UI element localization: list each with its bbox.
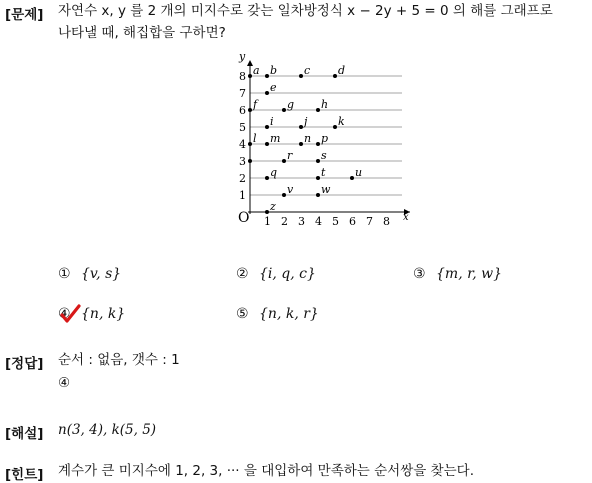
point-label-i: i: [270, 115, 274, 128]
point-p: [316, 142, 320, 146]
y-tick-label: 4: [239, 138, 246, 151]
point-unlabeled: [248, 159, 252, 163]
point-label-p: p: [321, 132, 329, 145]
point-label-n: n: [304, 132, 312, 145]
explanation-tag: [해설]: [5, 426, 44, 442]
point-label-w: w: [321, 183, 331, 196]
point-label-d: d: [338, 64, 346, 77]
option-1-text: {v, s}: [81, 266, 122, 282]
point-label-k: k: [338, 115, 345, 128]
point-label-g: g: [287, 98, 295, 111]
x-tick-label: 3: [298, 215, 305, 228]
point-label-b: b: [270, 64, 278, 77]
point-a: [248, 74, 252, 78]
origin-label: O: [238, 210, 250, 226]
option-1-number: ①: [58, 266, 71, 282]
point-label-z: z: [270, 200, 276, 213]
option-2-number: ②: [236, 266, 249, 282]
point-label-u: u: [355, 166, 363, 179]
x-tick-label: 7: [366, 215, 373, 228]
point-g: [282, 108, 286, 112]
option-3[interactable]: [413, 266, 502, 282]
point-z: [265, 210, 269, 214]
option-4-number: ④: [58, 306, 71, 322]
y-tick-label: 8: [239, 70, 246, 83]
point-label-s: s: [321, 149, 327, 162]
x-tick-label: 8: [383, 215, 390, 228]
option-2[interactable]: [236, 266, 316, 282]
option-5[interactable]: [236, 306, 319, 322]
point-q: [265, 176, 269, 180]
point-t: [316, 176, 320, 180]
y-tick-labels: [239, 70, 246, 202]
point-label-t: t: [321, 166, 326, 179]
option-2-text: {i, q, c}: [259, 266, 316, 282]
point-i: [265, 125, 269, 129]
point-label-c: c: [304, 64, 311, 77]
point-label-v: v: [287, 183, 294, 196]
option-1[interactable]: [58, 266, 121, 282]
y-tick-label: 3: [239, 155, 246, 168]
question-tag: [문제]: [5, 7, 44, 23]
point-r: [282, 159, 286, 163]
checkmark-icon: [58, 302, 82, 326]
point-u: [350, 176, 354, 180]
point-j: [299, 125, 303, 129]
question-line-2: 나타낼 때, 해집합을 구하면?: [58, 25, 226, 41]
point-label-l: l: [253, 132, 257, 145]
x-tick-label: 1: [264, 215, 271, 228]
y-tick-label: 2: [239, 172, 246, 185]
option-3-number: ③: [413, 266, 426, 282]
y-axis-label: y: [239, 50, 246, 63]
option-3-text: {m, r, w}: [436, 266, 503, 282]
option-5-text: {n, k, r}: [259, 306, 319, 322]
point-l: [248, 142, 252, 146]
option-5-number: ⑤: [236, 306, 249, 322]
point-d: [333, 74, 337, 78]
point-n: [299, 142, 303, 146]
point-label-a: a: [253, 64, 260, 77]
point-c: [299, 74, 303, 78]
point-label-j: j: [304, 115, 308, 128]
y-tick-label: 6: [239, 104, 246, 117]
point-e: [265, 91, 269, 95]
hint-tag: [힌트]: [5, 467, 44, 483]
point-label-q: q: [270, 166, 278, 179]
answer-line-1: 순서 : 없음, 갯수 : 1: [58, 352, 180, 368]
x-tick-label: 4: [315, 215, 322, 228]
answer-line-2: ④: [58, 375, 71, 391]
point-f: [248, 108, 252, 112]
y-tick-label: 1: [239, 189, 246, 202]
x-tick-labels: [264, 215, 390, 228]
point-v: [282, 193, 286, 197]
hint-text: 계수가 큰 미지수에 1, 2, 3, ··· 을 대입하여 만족하는 순서쌍을 찾는다.: [58, 463, 474, 479]
x-tick-label: 6: [349, 215, 356, 228]
answer-tag: [정답]: [5, 356, 44, 372]
point-label-f: f: [253, 98, 258, 111]
point-label-m: m: [270, 132, 281, 145]
point-label-r: r: [287, 149, 293, 162]
question-line-1: 자연수 x, y 를 2 개의 미지수로 갖는 일차방정식 x − 2y + 5 = 0 의 해를 그래프로: [58, 3, 553, 19]
point-w: [316, 193, 320, 197]
points: [248, 64, 362, 214]
point-h: [316, 108, 320, 112]
point-s: [316, 159, 320, 163]
explanation-text: n(3, 4), k(5, 5): [58, 422, 157, 438]
point-b: [265, 74, 269, 78]
point-m: [265, 142, 269, 146]
point-label-e: e: [270, 81, 277, 94]
option-4-text: {n, k}: [81, 306, 126, 322]
x-axis-label: x: [403, 212, 409, 223]
y-tick-label: 7: [239, 87, 246, 100]
point-label-h: h: [321, 98, 329, 111]
y-tick-label: 5: [239, 121, 246, 134]
x-tick-label: 5: [332, 215, 339, 228]
x-tick-label: 2: [281, 215, 288, 228]
point-k: [333, 125, 337, 129]
